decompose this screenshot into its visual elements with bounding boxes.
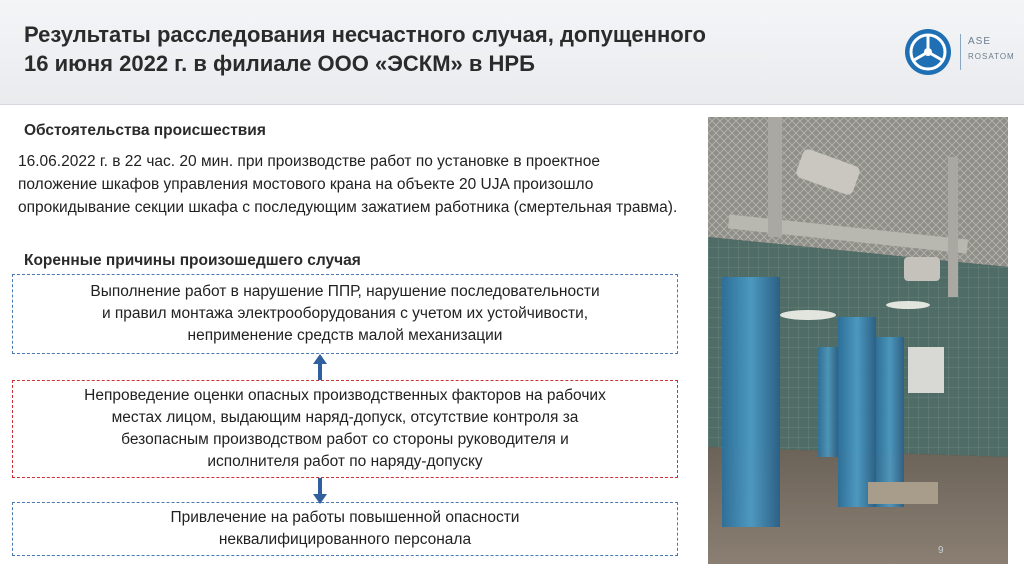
cause-2-line-2: местах лицом, выдающим наряд-допуск, отсутствие контроля за <box>111 409 579 426</box>
root-causes-heading: Коренные причины произошедшего случая <box>24 252 361 269</box>
logo-text-rosatom: ROSATOM <box>968 52 1015 61</box>
site-photo-illustration <box>708 117 1008 564</box>
page-number: 9 <box>938 545 944 556</box>
cause-1-line-2: и правил монтажа электрооборудования с учетом их устойчивости, <box>101 305 589 322</box>
cause-2-line-4: исполнителя работ по наряду-допуску <box>207 453 483 470</box>
logo-text-ase: ASE <box>968 36 992 47</box>
cause-1-line-3: неприменение средств малой механизации <box>187 327 503 344</box>
cause-2-line-3: безопасным производством работ со стороны руководителя и <box>121 431 569 448</box>
circumstances-text: 16.06.2022 г. в 22 час. 20 мин. при производстве работ по установке в проектное положение шкафов управления мостового крана на объекте 20 UJA произошло опрокидывание секции шкафа с последующим зажатием работника (смертельная травма). <box>18 153 678 216</box>
slide-title <box>24 20 884 78</box>
cause-2-line-1: Непроведение оценки опасных производственных факторов на рабочих <box>84 387 606 404</box>
arrow-down-icon <box>313 478 327 504</box>
rosatom-atom-icon <box>904 28 952 76</box>
slide-header <box>0 0 1024 105</box>
arrow-up-icon <box>313 354 327 380</box>
site-photo <box>708 117 1008 564</box>
cause-3-line-1: Привлечение на работы повышенной опасности <box>170 509 520 526</box>
title-line-1: Результаты расследования несчастного случая, допущенного <box>24 22 706 47</box>
root-cause-box-2 <box>12 380 678 478</box>
root-cause-box-3 <box>12 502 678 556</box>
rosatom-logo <box>904 28 1014 78</box>
cause-1-line-1: Выполнение работ в нарушение ППР, нарушение последовательности <box>90 283 600 300</box>
cause-3-line-2: неквалифицированного персонала <box>218 531 472 548</box>
circumstances-heading: Обстоятельства происшествия <box>24 122 266 139</box>
root-cause-box-1 <box>12 274 678 354</box>
title-line-2: 16 июня 2022 г. в филиале ООО «ЭСКМ» в НРБ <box>24 51 535 76</box>
logo-divider <box>960 34 961 70</box>
